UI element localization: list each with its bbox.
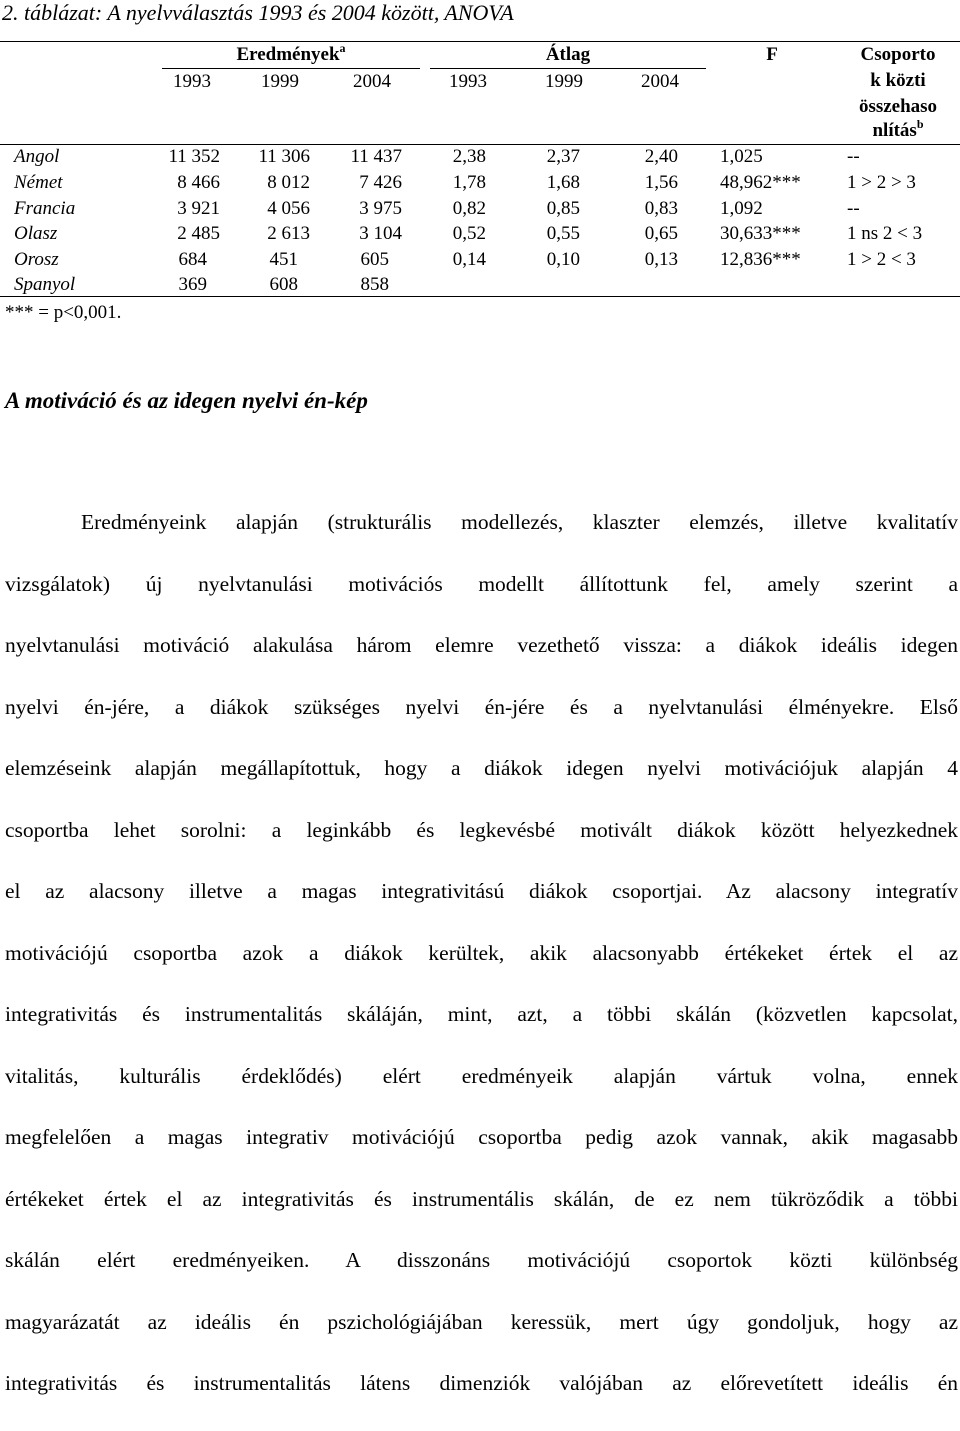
mean-1999-cell: 1,68 — [546, 172, 580, 193]
body-paragraph — [5, 508, 958, 1431]
mean-2004-cell: 0,13 — [644, 249, 678, 270]
language-cell: Spanyol — [14, 274, 76, 295]
comparison-cell: 1 > 2 < 3 — [847, 249, 916, 270]
paragraph-line: megfelelően a magas integrativ motivációjú csoportba pedig azok vannak, akik magasabb — [5, 1125, 958, 1149]
comparison-cell: -- — [847, 198, 860, 219]
mean-1993-cell: 0,52 — [452, 223, 486, 244]
paragraph-line: csoportba lehet sorolni: a leginkább és legkevésbé motivált diákok között helyezkednek — [5, 817, 958, 842]
year-header: 1993 — [173, 71, 211, 92]
paragraph-line: integrativitás és instrumentalitás látens dimenziók valójában az előrevetített ideális én — [5, 1371, 958, 1395]
mean-2004-cell: 1,56 — [644, 172, 678, 193]
results-2004-cell: 3 975 — [359, 198, 402, 219]
language-cell: Német — [14, 172, 63, 193]
f-value-cell: 12,836*** — [720, 249, 801, 270]
results-2004-cell: 858 — [360, 274, 389, 295]
mean-2004-cell: 0,83 — [644, 198, 678, 219]
language-cell: Francia — [14, 198, 76, 219]
table-top-rule — [0, 41, 960, 42]
results-2004-cell: 3 104 — [359, 223, 402, 244]
table-caption: 2. táblázat: A nyelvválasztás 1993 és 2004 között, ANOVA — [2, 0, 514, 25]
paragraph-line: értékeket értek el az integrativitás és instrumentális skálán, de ez nem tükröződik a többi — [5, 1186, 958, 1211]
f-value-cell: 48,962*** — [720, 172, 801, 193]
results-1993-cell: 684 — [178, 249, 207, 270]
f-header: F — [766, 44, 778, 65]
results-1993-cell: 8 466 — [177, 172, 220, 193]
comparison-cell: 1 > 2 > 3 — [847, 172, 916, 193]
results-2004-cell: 605 — [360, 249, 389, 270]
mean-2004-cell: 2,40 — [644, 146, 678, 167]
language-cell: Olasz — [14, 223, 58, 244]
paragraph-line: nyelvtanulási motiváció alakulása három elemre vezethető vissza: a diákok ideális idegen — [5, 633, 958, 657]
results-1993-cell: 3 921 — [177, 198, 220, 219]
mean-1993-cell: 0,14 — [452, 249, 486, 270]
mean-1999-cell: 2,37 — [546, 146, 580, 167]
f-value-cell: 1,092 — [720, 198, 763, 219]
results-group-header: Eredmények$^a$ — [236, 40, 346, 65]
results-1999-cell: 8 012 — [267, 172, 310, 193]
section-heading: A motiváció és az idegen nyelvi én-kép — [5, 388, 368, 413]
results-2004-cell: 7 426 — [359, 172, 402, 193]
paragraph-line: nyelvi én-jére, a diákok szükséges nyelvi én-jére és a nyelvtanulási élményekre. Első — [5, 694, 958, 719]
paragraph-line: integrativitás és instrumentalitás skáláján, mint, azt, a többi skálán (közvetlen kapcsolat, — [5, 1002, 958, 1026]
paragraph-line: vitalitás, kulturális érdeklődés) elért eredményeik alapján vártuk volna, ennek — [5, 1063, 958, 1088]
results-1999-cell: 2 613 — [267, 223, 310, 244]
table-footnote: *** = p<0,001. — [5, 302, 122, 323]
year-header: 1999 — [545, 71, 583, 92]
mean-1999-cell: 0,55 — [546, 223, 580, 244]
table-bottom-rule — [0, 296, 960, 297]
mean-2004-cell: 0,65 — [644, 223, 678, 244]
f-value-cell: 30,633*** — [720, 223, 801, 244]
language-cell: Angol — [14, 146, 60, 167]
results-1999-cell: 11 306 — [258, 146, 310, 167]
results-1999-cell: 608 — [269, 274, 298, 295]
comparison-header-line-3: összehaso — [858, 96, 938, 117]
comparison-cell: 1 ns 2 < 3 — [847, 223, 923, 244]
paragraph-line: skálán elért eredményeiken. A disszonáns motivációjú csoportok közti különbség — [5, 1248, 958, 1272]
comparison-cell: -- — [847, 146, 860, 167]
comparison-header-line-2: k közti — [870, 70, 926, 91]
results-2004-cell: 11 437 — [350, 146, 402, 167]
mean-group-header: Átlag — [545, 44, 591, 65]
f-value-cell: 1,025 — [720, 146, 763, 167]
comparison-header-line-4: nlítás$^b$ — [872, 116, 924, 141]
paragraph-line: motivációjú csoportba azok a diákok kerültek, akik alacsonyabb értékeket értek el az — [5, 940, 958, 965]
results-group-rule — [162, 68, 420, 69]
paragraph-line: Eredményeink alapján (strukturális modellezés, klaszter elemzés, illetve kvalitatív — [81, 510, 958, 534]
mean-1993-cell: 0,82 — [452, 198, 486, 219]
results-1993-cell: 369 — [178, 274, 207, 295]
paragraph-line: magyarázatát az ideális én pszichológiájában keressük, mert úgy gondoljuk, hogy az — [5, 1309, 958, 1334]
results-1999-cell: 451 — [269, 249, 298, 270]
year-header: 2004 — [641, 71, 679, 92]
paragraph-line: vizsgálatok) új nyelvtanulási motivációs modellt állítottunk fel, amely szerint a — [5, 571, 958, 596]
mean-1999-cell: 0,85 — [546, 198, 580, 219]
header-bottom-rule — [0, 144, 960, 145]
mean-1999-cell: 0,10 — [546, 249, 580, 270]
year-header: 1993 — [449, 71, 487, 92]
year-header: 2004 — [353, 71, 391, 92]
paragraph-line: elemzéseink alapján megállapítottuk, hogy a diákok idegen nyelvi motivációjuk alapján 4 — [5, 756, 958, 780]
mean-1993-cell: 2,38 — [452, 146, 486, 167]
results-1999-cell: 4 056 — [267, 198, 310, 219]
paragraph-line: el az alacsony illetve a magas integrativitású diákok csoportjai. Az alacsony integratív — [5, 879, 958, 903]
results-1993-cell: 2 485 — [177, 223, 220, 244]
results-1993-cell: 11 352 — [168, 146, 220, 167]
mean-group-rule — [430, 68, 706, 69]
year-header: 1999 — [261, 71, 299, 92]
comparison-header-line-1: Csoporto — [860, 44, 936, 65]
mean-1993-cell: 1,78 — [452, 172, 486, 193]
language-cell: Orosz — [14, 249, 59, 270]
